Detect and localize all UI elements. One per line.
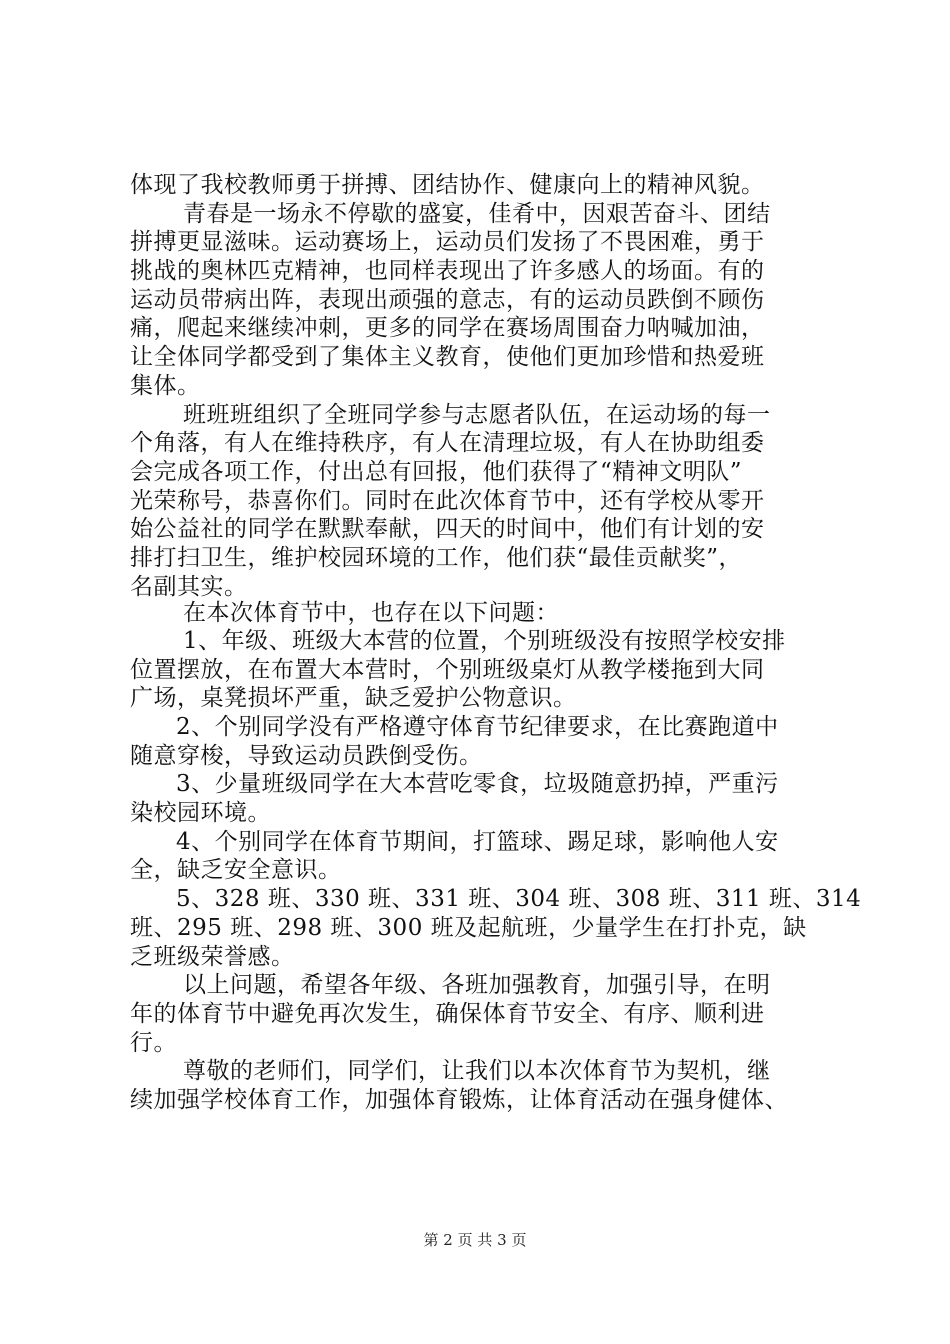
- text-line: 以上问题，希望各年级、各班加强教育，加强引导，在明: [183, 972, 771, 998]
- text-line: 4、个别同学在体育节期间，打篮球、踢足球，影响他人安: [176, 829, 779, 855]
- text-line: 在本次体育节中，也存在以下问题：: [183, 600, 559, 626]
- text-line: 痛，爬起来继续冲刺，更多的同学在赛场周围奋力呐喊加油，: [130, 315, 765, 341]
- text-line: 随意穿梭，导致运动员跌倒受伤。: [130, 743, 483, 769]
- text-line: 广场，桌凳损坏严重，缺乏爱护公物意识。: [130, 685, 577, 711]
- text-line: 挑战的奥林匹克精神，也同样表现出了许多感人的场面。有的: [130, 258, 765, 284]
- text-line: 让全体同学都受到了集体主义教育，使他们更加珍惜和热爱班: [130, 344, 765, 370]
- text-line: 始公益社的同学在默默奉献，四天的时间中，他们有计划的安: [130, 516, 765, 542]
- text-line: 1、年级、班级大本营的位置，个别班级没有按照学校安排: [183, 628, 786, 654]
- text-line: 5、328 班、330 班、331 班、304 班、308 班、311 班、314: [176, 886, 862, 912]
- text-line: 尊敬的老师们，同学们，让我们以本次体育节为契机，继: [183, 1058, 771, 1084]
- text-line: 体现了我校教师勇于拼搏、团结协作、健康向上的精神风貌。: [130, 172, 765, 198]
- text-line: 个角落，有人在维持秩序，有人在清理垃圾，有人在协助组委: [130, 430, 765, 456]
- text-line: 名副其实。: [130, 574, 248, 600]
- text-line: 青春是一场永不停歇的盛宴，佳肴中，因艰苦奋斗、团结: [183, 201, 771, 227]
- text-line: 2、个别同学没有严格遵守体育节纪律要求，在比赛跑道中: [176, 714, 779, 740]
- text-line: 会完成各项工作，付出总有回报，他们获得了“精神文明队”: [130, 459, 743, 485]
- text-line: 3、少量班级同学在大本营吃零食，垃圾随意扔掉，严重污: [176, 771, 779, 797]
- text-line: 全，缺乏安全意识。: [130, 857, 342, 883]
- text-line: 续加强学校体育工作，加强体育锻炼，让体育活动在强身健体、: [130, 1087, 788, 1113]
- text-line: 运动员带病出阵，表现出顽强的意志，有的运动员跌倒不顾伤: [130, 287, 765, 313]
- page-footer: 第 2 页 共 3 页: [423, 1231, 527, 1249]
- text-line: 班班班组织了全班同学参与志愿者队伍，在运动场的每一: [183, 402, 771, 428]
- text-line: 位置摆放，在布置大本营时，个别班级桌灯从教学楼拖到大同: [130, 657, 765, 683]
- text-line: 光荣称号，恭喜你们。同时在此次体育节中，还有学校从零开: [130, 488, 765, 514]
- text-line: 班、295 班、298 班、300 班及起航班，少量学生在打扑克，缺: [130, 915, 807, 941]
- text-line: 拼搏更显滋味。运动赛场上，运动员们发扬了不畏困难，勇于: [130, 229, 765, 255]
- text-line: 排打扫卫生，维护校园环境的工作，他们获“最佳贡献奖”，: [130, 545, 743, 571]
- text-line: 集体。: [130, 373, 201, 399]
- text-line: 染校园环境。: [130, 800, 271, 826]
- text-line: 行。: [130, 1030, 177, 1056]
- text-line: 年的体育节中避免再次发生，确保体育节安全、有序、顺利进: [130, 1001, 765, 1027]
- text-line: 乏班级荣誉感。: [130, 944, 295, 970]
